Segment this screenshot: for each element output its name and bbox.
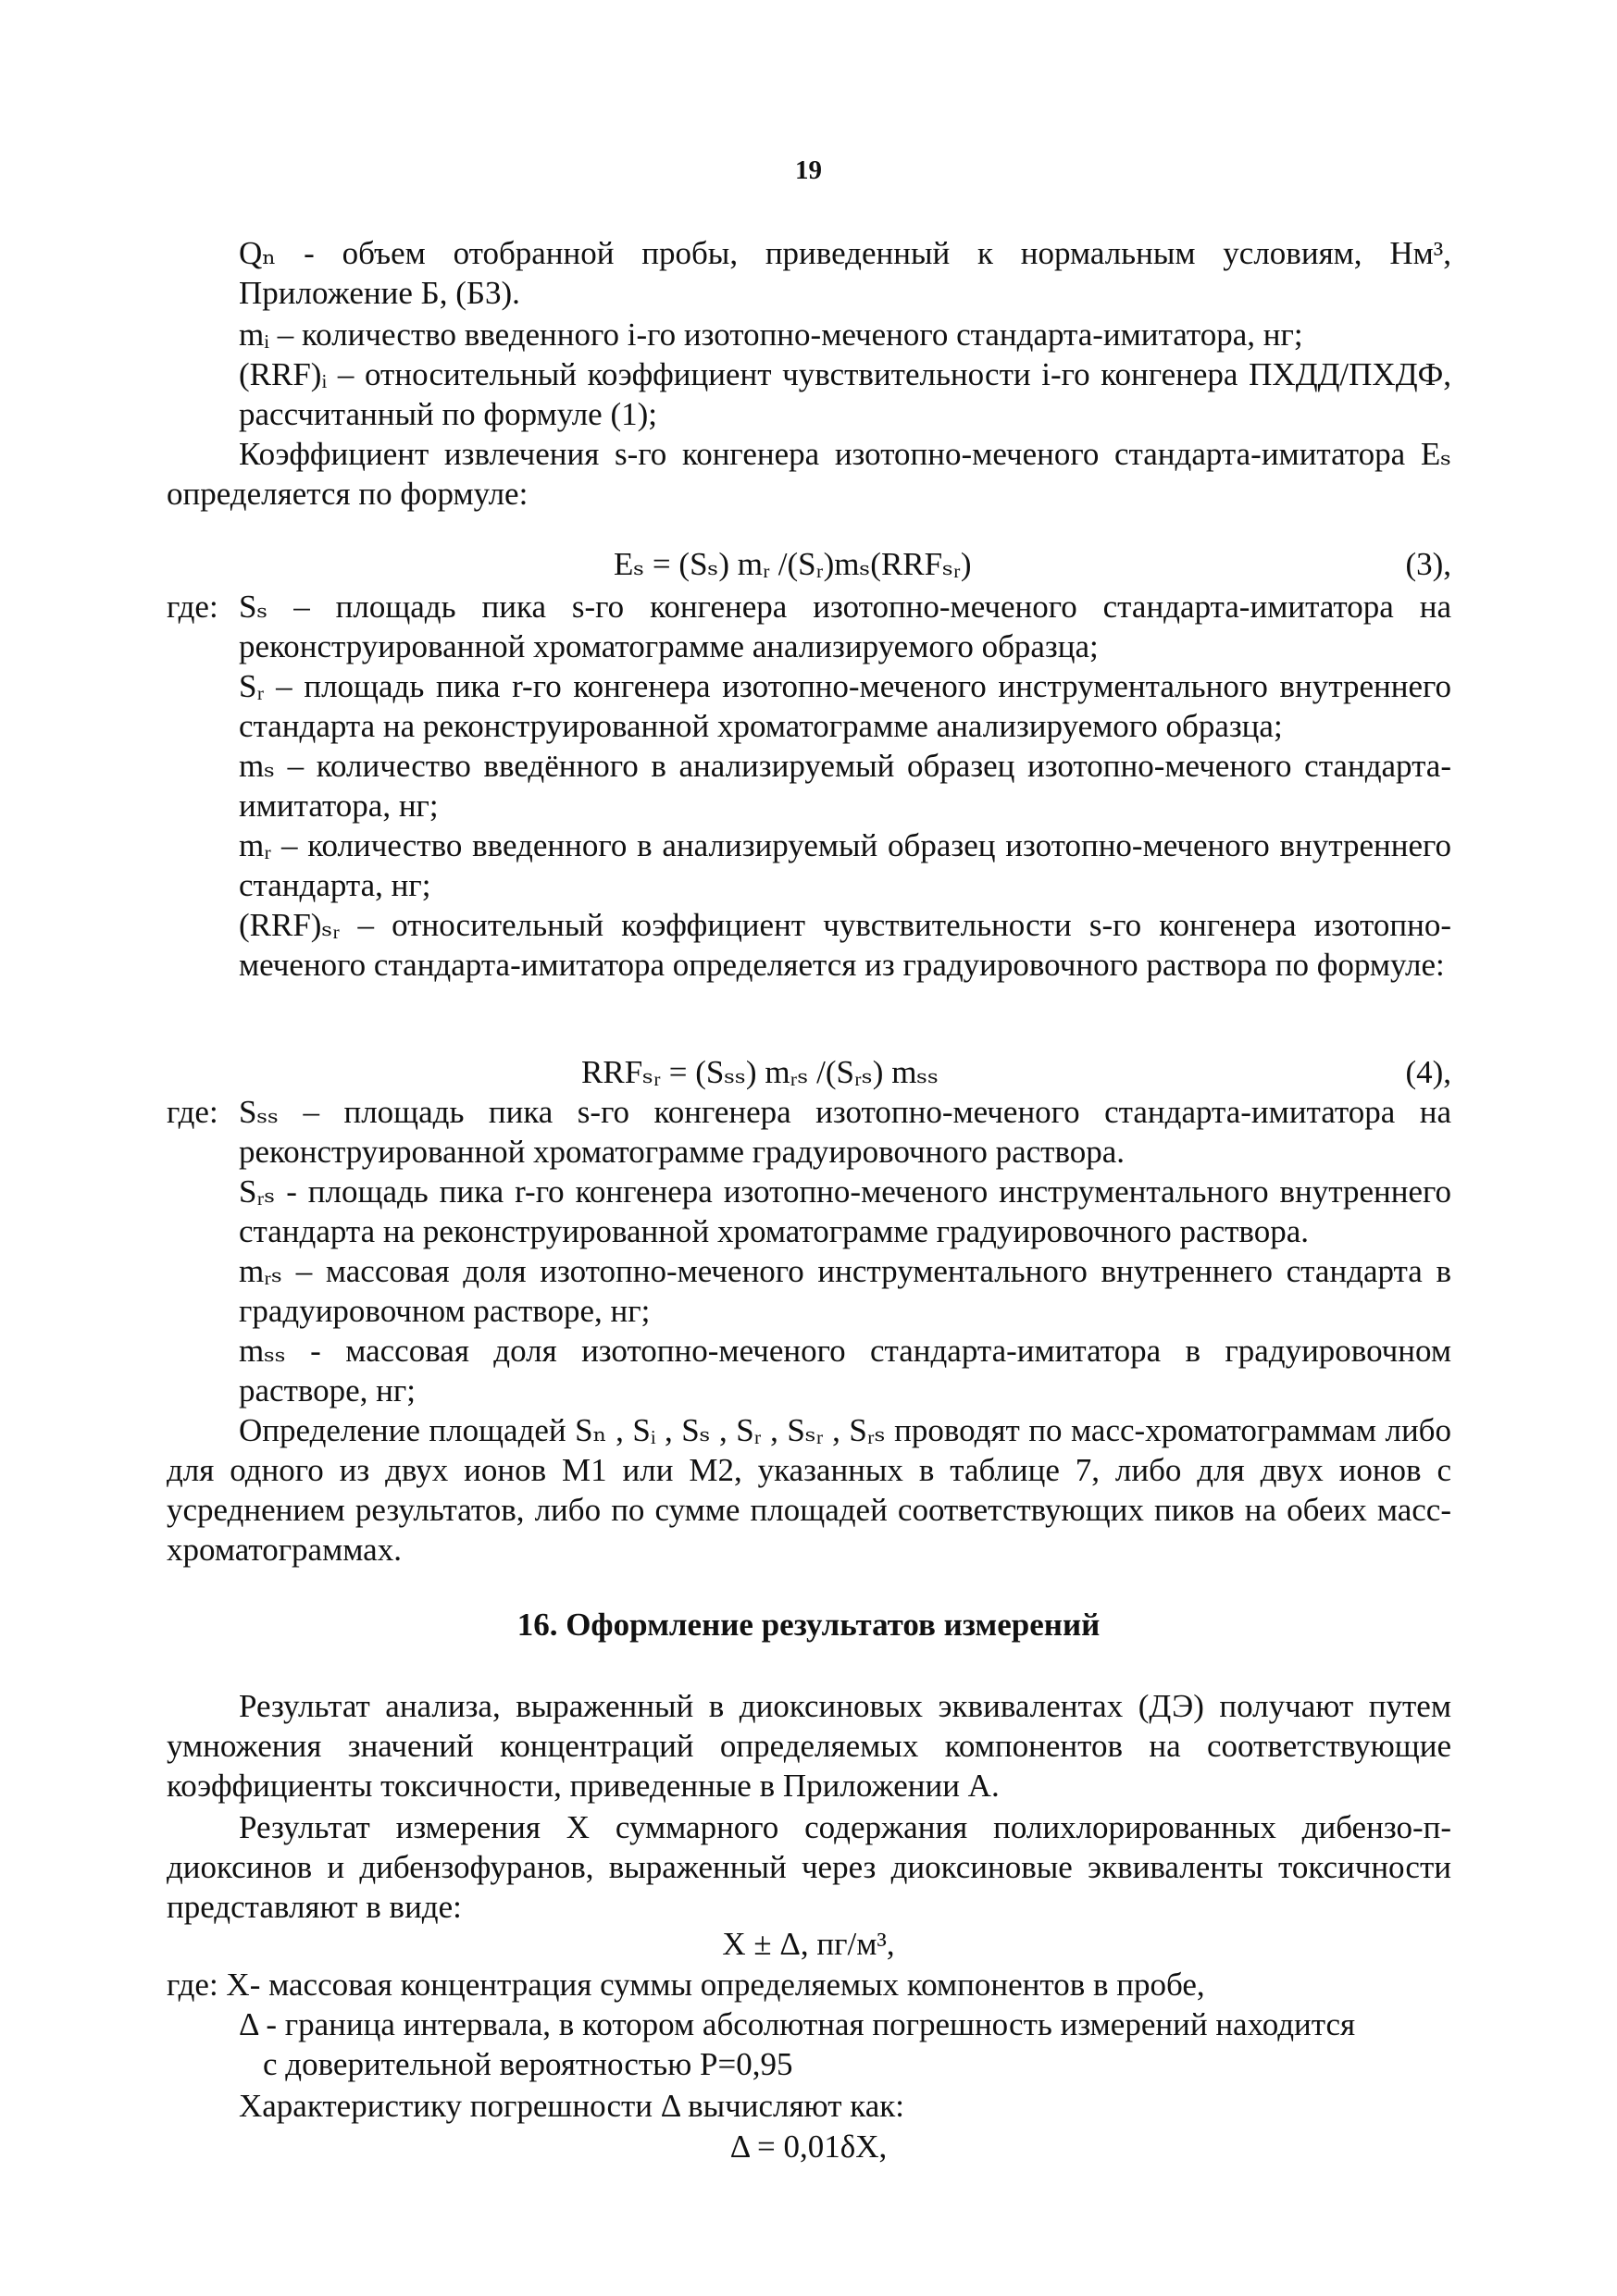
formula-3-number: (3), xyxy=(1405,546,1451,582)
page-number: 19 xyxy=(795,155,822,185)
formula-4: RRFₛᵣ = (Sₛₛ) mᵣₛ /(Sᵣₛ) mₛₛ xyxy=(581,1054,939,1090)
paragraph-error-characteristic: Характеристику погрешности Δ вычисляют как: xyxy=(239,2088,905,2124)
paragraph-result-analysis: Результат анализа, выраженный в диоксиновых эквивалентах (ДЭ) получают путем умножения значений концентраций определяемых компонентов на соответствующие коэффициенты токсичности, приведенные в Приложении А. xyxy=(167,1688,1451,1804)
paragraph-peak-areas: Определение площадей Sₙ , Sᵢ , Sₛ , Sᵣ , Sₛᵣ , Sᵣₛ проводят по масс-хроматограммам либо для одного из двух ионов M1 или M2, указанных в таблице 7, либо для двух ионов с усреднением результатов, либо по сумме площадей соответствующих пиков на обеих масс-хроматограммах. xyxy=(167,1412,1451,1568)
paragraph-recovery-coefficient: Коэффициент извлечения s-го конгенера изотопно-меченого стандарта-имитатора Eₛ определяется по формуле: xyxy=(167,436,1451,512)
definition-rrf-i: (RRF)ᵢ – относительный коэффициент чувствительности i-го конгенера ПХДД/ПХДФ, рассчитанный по формуле (1); xyxy=(239,356,1451,432)
definition-mi: mᵢ – количество введенного i-го изотопно-меченого стандарта-имитатора, нг; xyxy=(239,316,1303,353)
formula-4-number: (4), xyxy=(1405,1054,1451,1090)
definition-sss: Sₛₛ – площадь пика s-го конгенера изотопно-меченого стандарта-имитатора на реконструированной хроматограмме градуировочного раствора. xyxy=(239,1094,1451,1170)
section-heading: 16. Оформление результатов измерений xyxy=(516,1607,1101,1643)
definition-rrf-sr: (RRF)ₛᵣ – относительный коэффициент чувствительности s-го конгенера изотопно-меченого стандарта-имитатора определяется из градуировочного раствора по формуле: xyxy=(239,907,1451,983)
definition-qn: Qₙ - объем отобранной пробы, приведенный к нормальным условиям, Нм³, Приложение Б, (Б3). xyxy=(239,235,1451,311)
definition-sr: Sᵣ – площадь пика r-го конгенера изотопно-меченого инструментального внутреннего стандарта на реконструированной хроматограмме анализируемого образца; xyxy=(239,668,1451,744)
formula-x: X ± Δ, пг/м³, xyxy=(722,1926,895,1962)
paragraph-result-measurement: Результат измерения X суммарного содержания полихлорированных дибензо-п-диоксинов и дибензофуранов, выраженный через диоксиновые эквиваленты токсичности представляют в виде: xyxy=(167,1809,1451,1925)
formula-3: Eₛ = (Sₛ) mᵣ /(Sᵣ)mₛ(RRFₛᵣ) xyxy=(614,546,972,582)
where-label-3: где: xyxy=(167,589,218,625)
definition-delta: Δ - граница интервала, в котором абсолютная погрешность измерений находится xyxy=(239,2006,1356,2042)
definition-x: где: X- массовая концентрация суммы определяемых компонентов в пробе, xyxy=(167,1967,1205,2003)
definition-delta-probability: с доверительной вероятностью P=0,95 xyxy=(263,2046,793,2082)
definition-mr: mᵣ – количество введенного в анализируемый образец изотопно-меченого внутреннего стандарта, нг; xyxy=(239,827,1451,903)
definition-srs: Sᵣₛ - площадь пика r-го конгенера изотопно-меченого инструментального внутреннего стандарта на реконструированной хроматограмме градуировочного раствора. xyxy=(239,1173,1451,1249)
formula-delta: Δ = 0,01δX, xyxy=(729,2128,888,2165)
definition-mrs: mᵣₛ – массовая доля изотопно-меченого инструментального внутреннего стандарта в градуировочном растворе, нг; xyxy=(239,1253,1451,1329)
definition-mss: mₛₛ - массовая доля изотопно-меченого стандарта-имитатора в градуировочном растворе, нг; xyxy=(239,1333,1451,1409)
where-label-4: где: xyxy=(167,1094,218,1130)
definition-ss: Sₛ – площадь пика s-го конгенера изотопно-меченого стандарта-имитатора на реконструированной хроматограмме анализируемого образца; xyxy=(239,589,1451,664)
definition-ms: mₛ – количество введённого в анализируемый образец изотопно-меченого стандарта-имитатора, нг; xyxy=(239,748,1451,824)
